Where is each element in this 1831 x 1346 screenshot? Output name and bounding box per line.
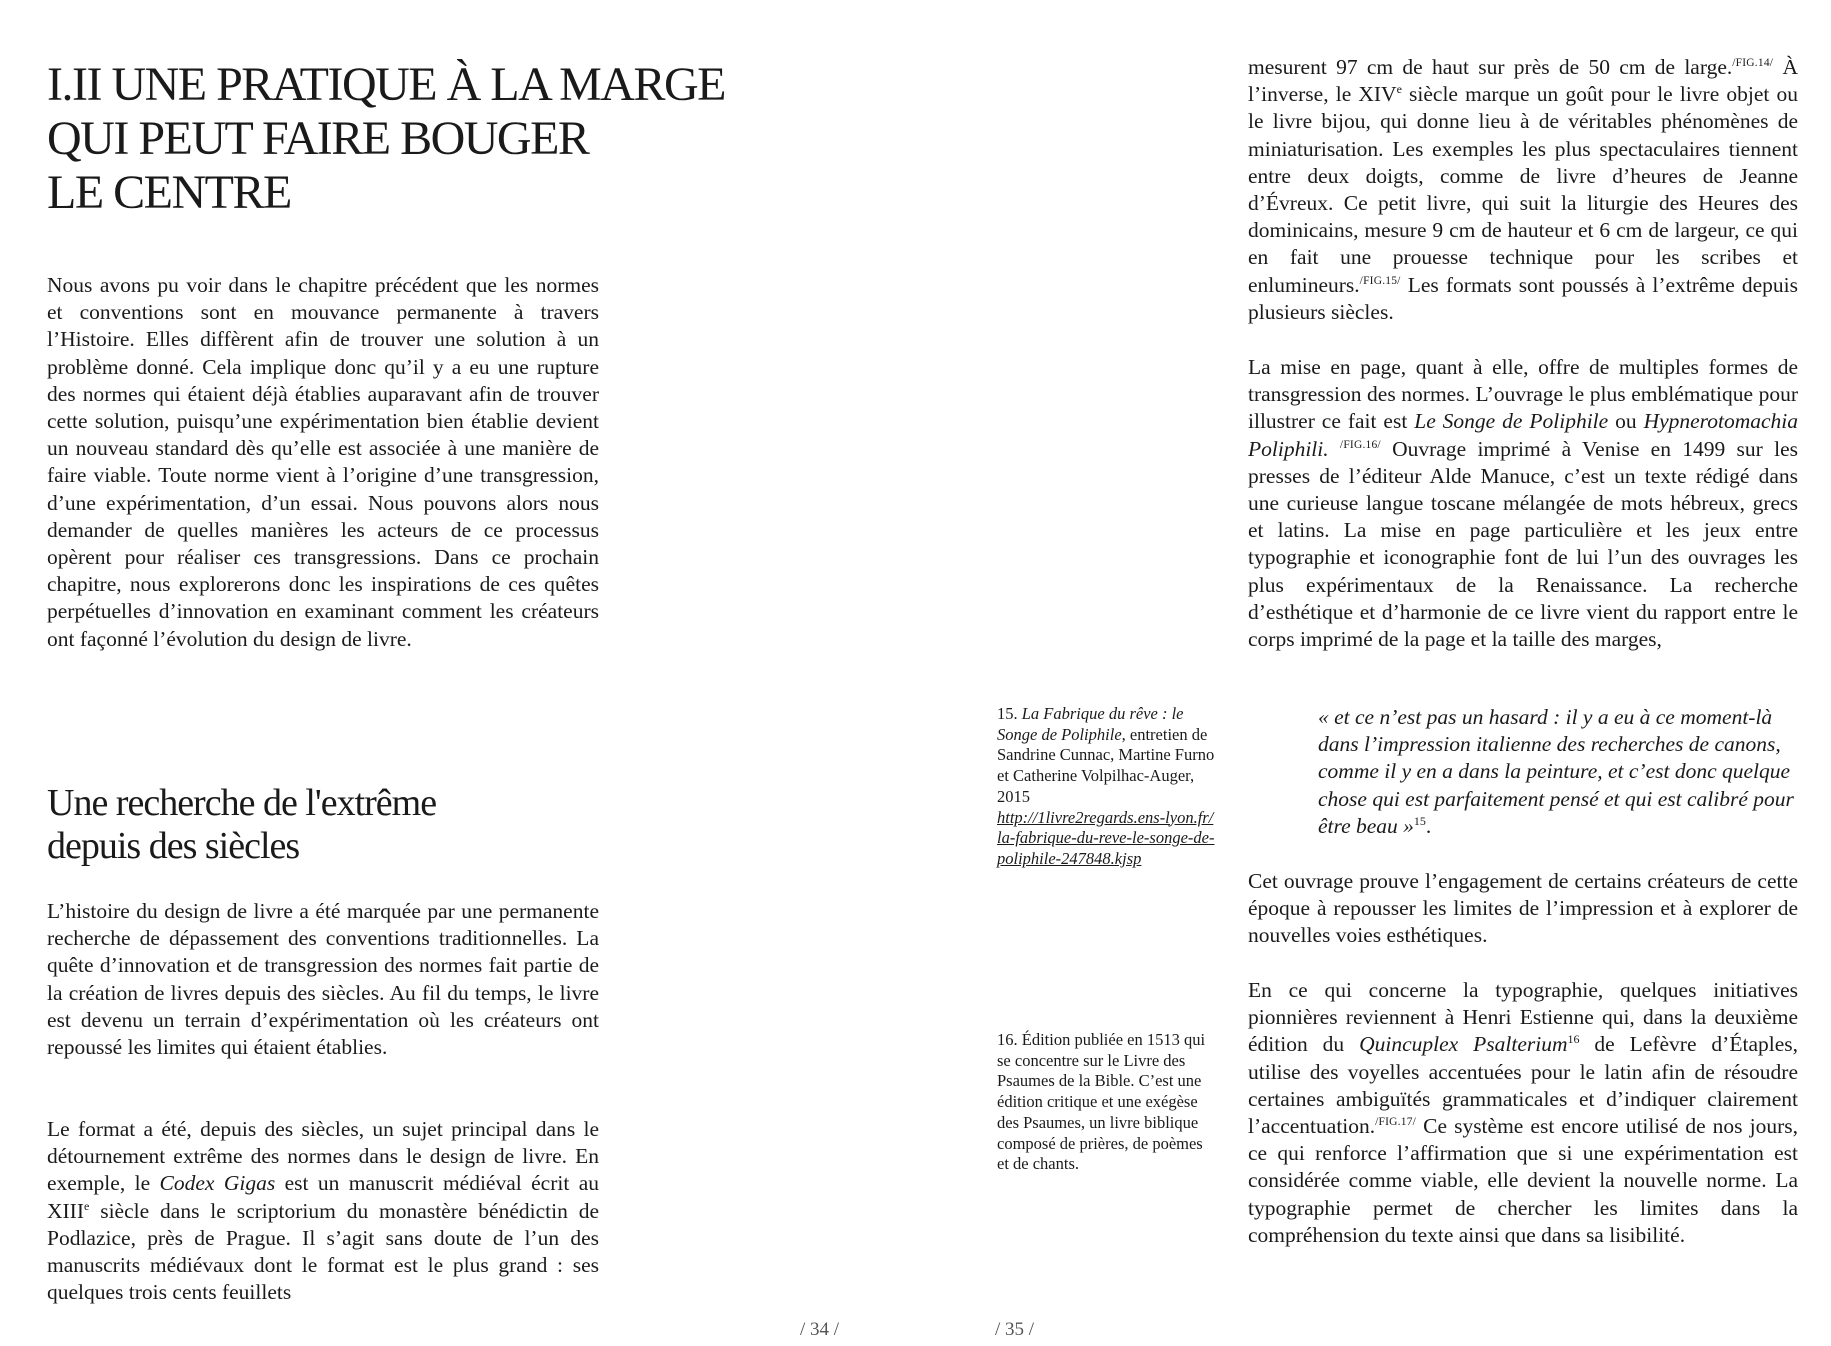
text-run: Ouvrage imprimé à Venise en 1499 sur les presses de l’éditeur Alde Manuce, c’est un texte rédigé dans une curieuse langue toscane mélangée de mots hébreux, grecs et latins. La mise en page particulière et les jeux entre typographie et iconographie font de lui l’un des ouvrages les plus expérimentaux de la Renaissance. La recherche d’esthétique et d’harmonie de ce livre vient du rapport entre le corps imprimé de la page et la taille des marges,: [1248, 436, 1798, 652]
text-run: siècle marque un goût pour le livre objet ou le livre bijou, qui donne lieu à de véritables phénomènes de miniaturisation. Les exemples les plus spectaculaires tiennent entre deux doigts, comme de livre d’heures de Jeanne d’Évreux. Ce petit livre, qui suit la liturgie des Heures des dominicains, mesure 9 cm de hauteur et 6 cm de largeur, ce qui en fait une prouesse technique pour les scribes et enlumineurs.: [1248, 82, 1798, 297]
text-run: À l’inverse, le XIV: [1248, 55, 1798, 107]
page-number: / 34 /: [800, 1319, 840, 1340]
superscript: e: [84, 1198, 90, 1213]
book-title-italic: Hypnerotomachia Poliphili.: [1248, 409, 1799, 461]
text-run: de Lefèvre d’Étaples, utilise des voyelles accentuées pour le latin afin de résoudre certaines ambiguïtés grammaticales et d’indiquer clairement l’accentuation.: [1248, 1032, 1798, 1139]
superscript: e: [1396, 82, 1402, 97]
chapter-title-line: I.II UNE PRATIQUE À LA MARGE: [47, 58, 725, 111]
footnote-ref: 15: [1413, 813, 1426, 828]
quote-text: « et ce n’est pas un hasard : il y a eu à ce moment-là dans l’impression italienne des recherches de canons, comme il y en a dans la peinture, et c’est donc quelque chose qui est parfaitement pensé et qui est calibré pour être beau »: [1318, 705, 1794, 838]
page-number: / 35 /: [995, 1319, 1035, 1340]
block-quote: [1318, 704, 1798, 840]
text-run: Ce système est encore utilisé de nos jours, ce qui renforce l’affirmation que si une expérimentation est considérée comme viable, elle devient la nouvelle norme. La typographie permet de chercher les limites dans la compréhension du texte ainsi que dans sa lisibilité.: [1248, 1114, 1798, 1247]
chapter-title-line: LE CENTRE: [47, 166, 291, 219]
chapter-title: [47, 58, 725, 220]
footnote-16: 16. Édition publiée en 1513 qui se concentre sur le Livre des Psaumes de la Bible. C’est une édition critique et une exégèse des Psaumes, un livre biblique composé de prières, de poèmes et de chants.: [997, 1030, 1206, 1174]
section-paragraph: L’histoire du design de livre a été marquée par une permanente recherche de dépassement des conventions traditionnelles. La quête d’innovation et de transgression des normes fait partie de la création de livres depuis des siècles. Au fil du temps, le livre est devenu un terrain d’expérimentation où les créateurs ont repoussé les limites qui étaient établies.: [47, 899, 599, 1060]
intro-paragraph: Nous avons pu voir dans le chapitre précédent que les normes et conventions sont en mouvance permanente à travers l’Histoire. Elles diffèrent afin de trouver une solution à un problème donné. Cela implique donc qu’il y a eu une rupture des normes qui étaient déjà établies auparavant afin de trouver cette solution, puisqu’une expérimentation bien établie devient un nouveau standard dès qu’elle est associée à une manière de faire viable. Toute norme vient à l’origine d’une transgression, d’une expérimentation, d’un essai. Nous pouvons alors nous demander de quelles manières les acteurs de ce processus opèrent pour réaliser ces transgressions. Dans ce prochain chapitre, nous explorerons donc les inspirations de ces quêtes perpétuelles d’innovation en examinant comment les créateurs ont façonné l’évolution du design de livre.: [47, 273, 599, 651]
text-run: siècle dans le scriptorium du monastère bénédictin de Podlazice, près de Prague. Il s’agit sans doute de l’un des manuscrits médiévaux dont le format est le plus grand : ses quelques trois cents feuillets: [47, 1198, 599, 1305]
book-title-italic: Codex Gigas: [159, 1171, 276, 1196]
text-run: mesurent 97 cm de haut sur près de 50 cm de large.: [1248, 55, 1733, 79]
text-run: Les formats sont poussés à l’extrême depuis plusieurs siècles.: [1248, 272, 1798, 324]
footnote-link[interactable]: http://1livre2regards.ens-lyon.fr/la-fabrique-du-reve-le-songe-de-poliphile-247848.kjsp: [997, 807, 1215, 868]
left-page: [0, 0, 915, 1346]
book-title-italic: Quincuplex Psalterium: [1359, 1032, 1568, 1057]
body-paragraph: [1248, 354, 1798, 653]
section-title: [47, 782, 607, 868]
text-run: est un manuscrit médiéval écrit au XIII: [47, 1171, 600, 1223]
footnote-title: La Fabrique du rêve : le Songe de Poliphile: [997, 704, 1184, 744]
footnote-number: 15.: [997, 704, 1022, 723]
section-paragraph: [47, 1116, 599, 1306]
text-run: ou: [1608, 409, 1644, 434]
right-page: [915, 0, 1831, 1346]
footnote-text: , entretien de Sandrine Cunnac, Martine Furno et Catherine Volpilhac-Auger, 2015: [997, 724, 1215, 806]
body-paragraph: [1248, 977, 1798, 1249]
text-run: La mise en page, quant à elle, offre de multiples formes de transgression des normes. L’ouvrage le plus emblématique pour illustrer ce fait est: [1248, 355, 1798, 434]
footnote-15: [997, 704, 1217, 870]
figure-reference: /FIG.14/: [1732, 56, 1774, 69]
figure-reference: /FIG.15/: [1359, 274, 1401, 287]
footnote-ref: 16: [1567, 1032, 1580, 1047]
body-paragraph: Cet ouvrage prouve l’engagement de certains créateurs de cette époque à repousser les limites de l’impression et à explorer de nouvelles voies esthétiques.: [1248, 869, 1798, 948]
text-run: En ce qui concerne la typographie, quelques initiatives pionnières reviennent à Henri Estienne qui, dans la deuxième édition du: [1248, 978, 1798, 1057]
figure-reference: /FIG.17/: [1375, 1115, 1417, 1128]
quote-end: .: [1425, 813, 1432, 838]
section-title-line: depuis des siècles: [47, 825, 300, 867]
figure-reference: /FIG.16/: [1339, 438, 1381, 451]
section-title-line: Une recherche de l'extrême: [47, 782, 437, 824]
text-run: Le format a été, depuis des siècles, un sujet principal dans le détournement extrême des normes dans le design de livre. En exemple, le: [47, 1117, 599, 1196]
book-title-italic: Le Songe de Poliphile: [1414, 409, 1609, 434]
chapter-title-line: QUI PEUT FAIRE BOUGER: [47, 112, 589, 165]
body-paragraph: [1248, 54, 1798, 326]
